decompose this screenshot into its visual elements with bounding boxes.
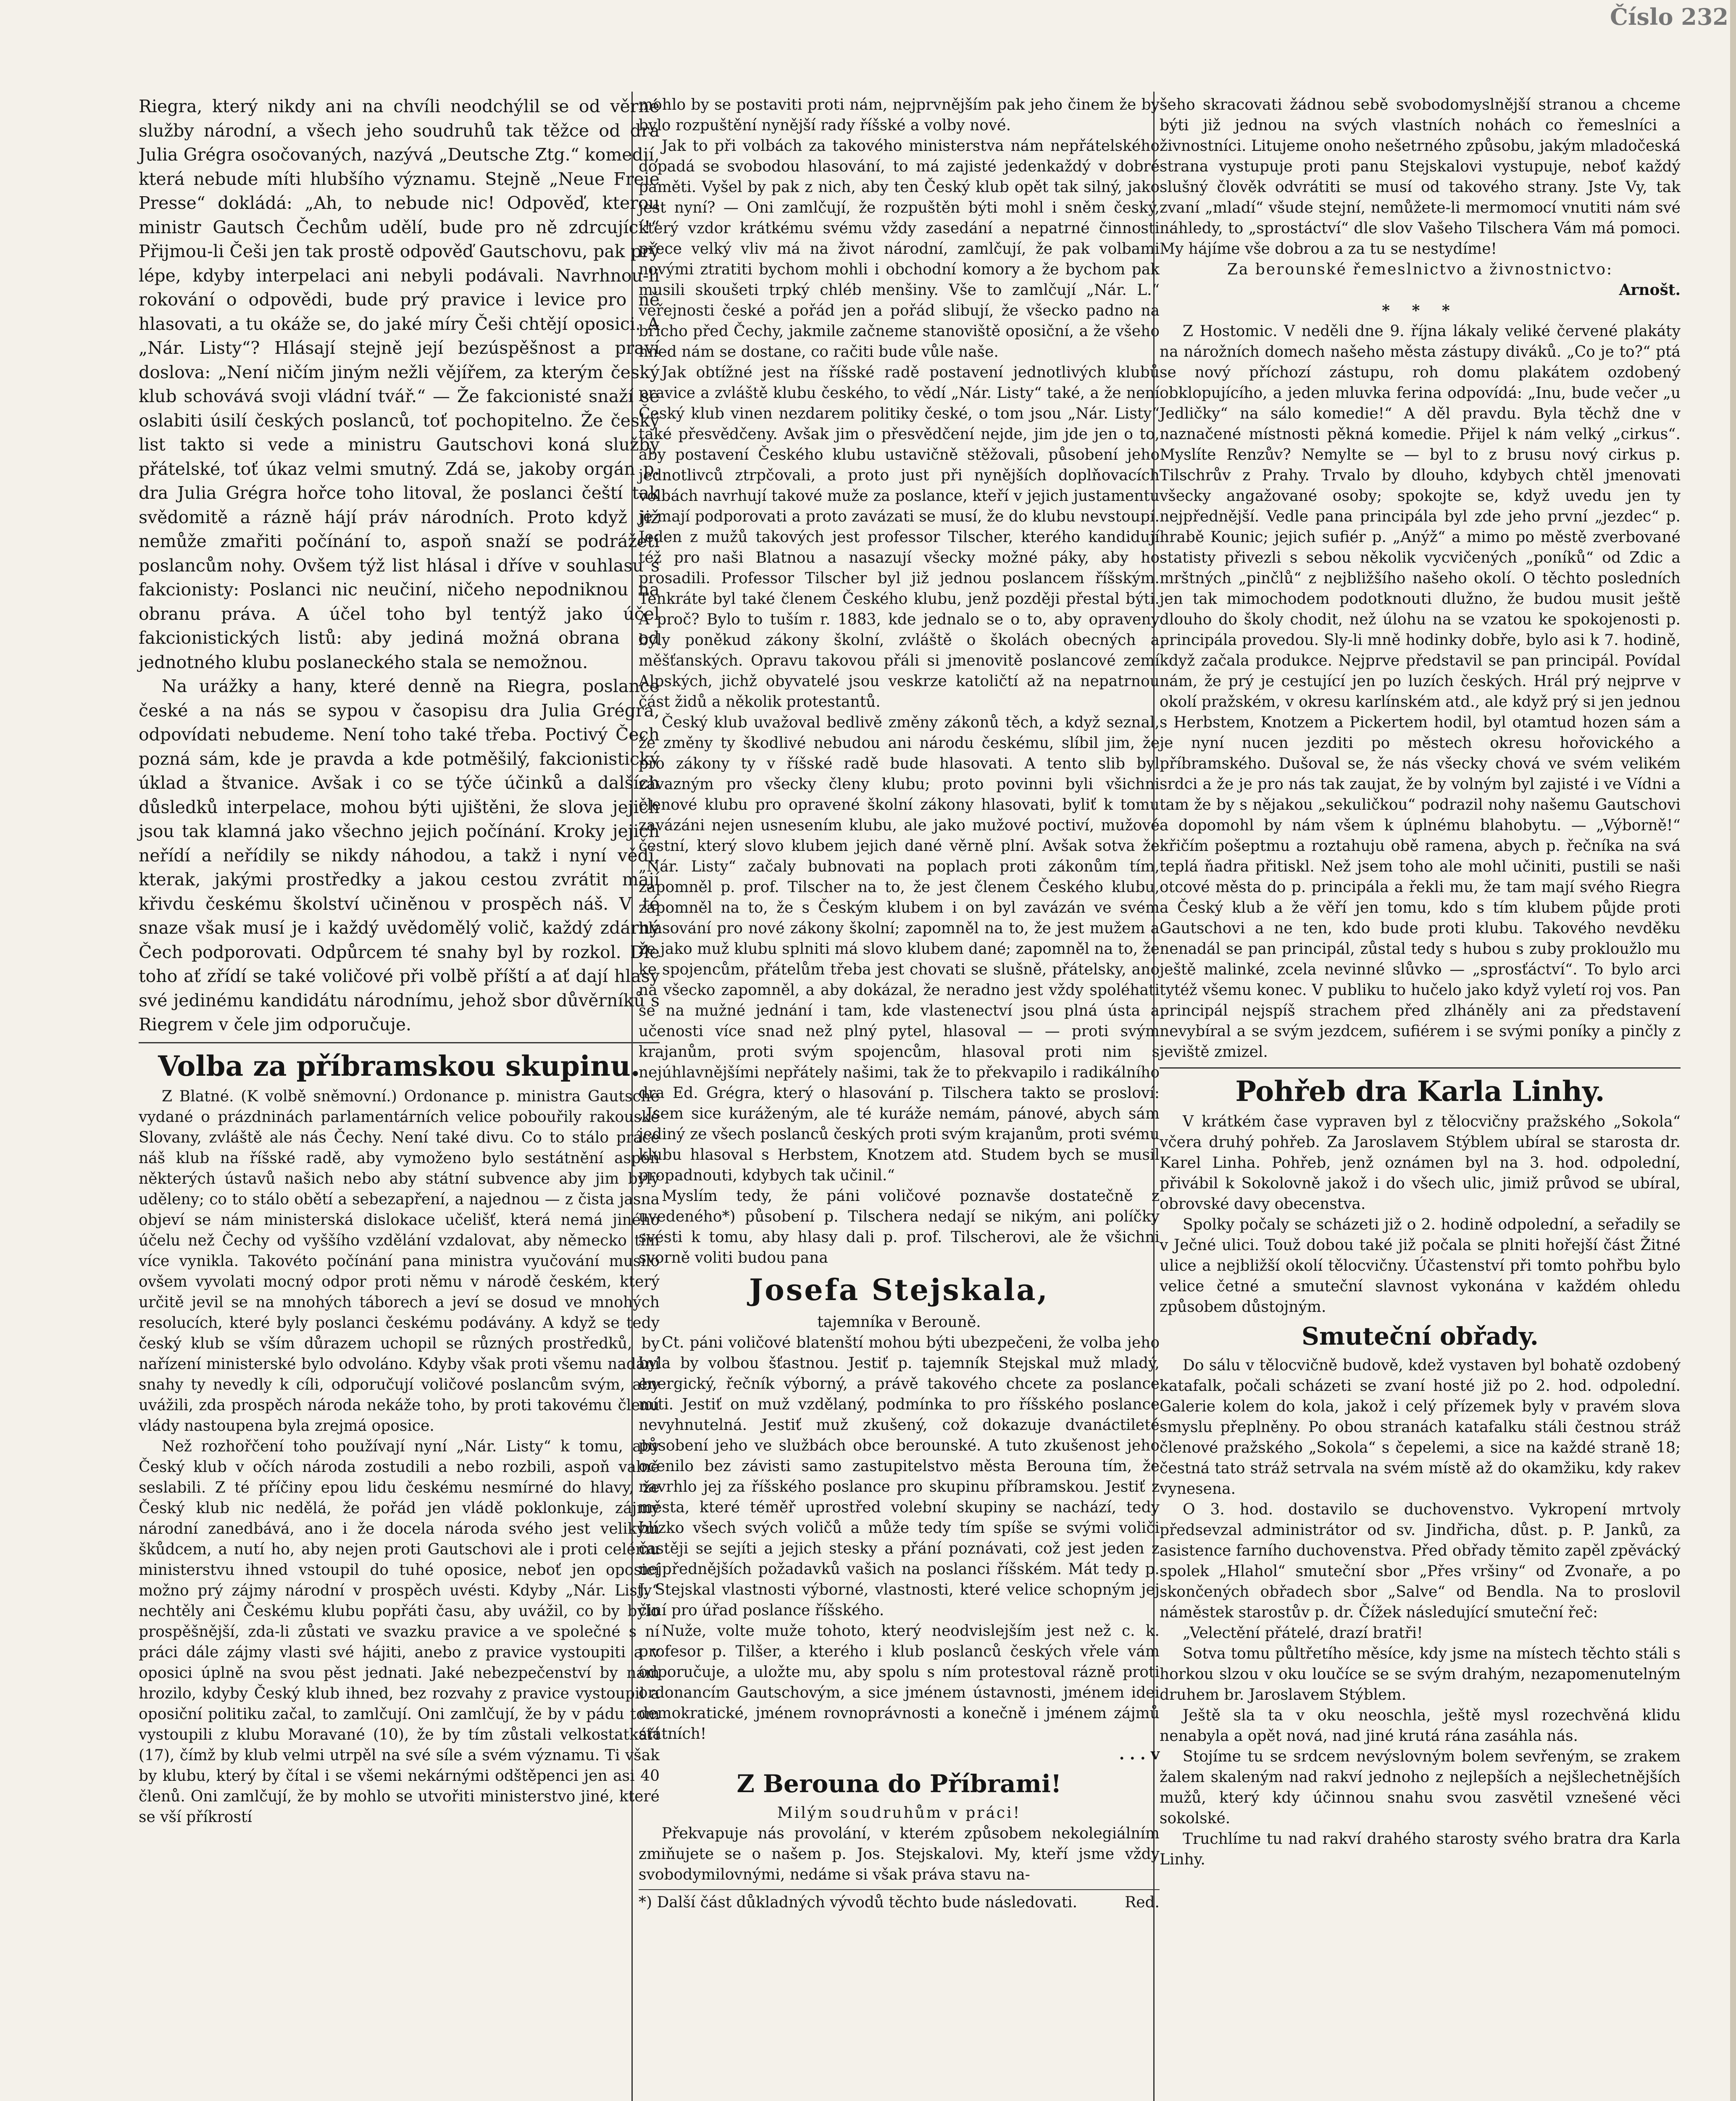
article-paragraph: Z Hostomic. V neděli dne 9. října lákaly veliké červené plakáty na nárožních domech našeho města zástupy diváků. „Co je to?“ ptá se nový příchozí zástupu, roh domu plakátem ozdobený obklopujícího, a jeden mluvka ferina odpovídá: „Inu, bude večer „u Jedličky“ na sálo komedie!“ A děl pravdu. Byla těchž dne v naznačené místnosti pěkná komedie. Přijel k nám velký „cirkus“. Myslíte Renzův? Nemylte se — byl to z brusu nový cirkus p. Tilschrův z Prahy. Trvalo by dlouho, kdybych chtěl jmenovati všecky angažované osoby; spokojte se, když uvedu jen ty nejpřednější. Vedle pana principála byl zde jeho první „jezdec“ p. hrabě Kounic; jejich sufiér p. „Anýž“ a mimo po městě zverbované statisty přivezli s sebou několik vycvičených „poníků“ od Zdic a mrštných „pinčlů“ z nejbližšího našeho okolí. O těchto posledních jen tak mimochodem podotknouti dlužno, že budou musit ještě dlouho do školy chodit, než úlohu na se vzatou ke spokojenosti p. principála provedou. Sly-li mně hodinky dobře, bylo asi k 7. hodině, když začala produkce. Nejprve představil se pan principál. Povídal nám, že prý je cestující jen po luzích českých. Hrál prý nejprve v okolí pražském, v okresu karlínském atd., ale když prý si jen jednou s Herbstem, Knotzem a Pickertem hodil, byl otamtud hozen sám a je nyní nucen jezditi po městech okresu hořovického a příbramského. Dušoval se, že nás všecky chová ve svém velikém srdci a že je pro nás tak zaujat, že by volným byl zajisté i ve Vídni a tam že by s nějakou „sekuličkou“ podrazil nohy našemu Gautschovi a dopomohl by nám všem k úplnému blahobytu. — „Výborně!“ křičím pošeptmu a roztahuju obě ramena, abych p. řečníka na svá teplá ňadra přitiskl. Než jsem toho ale mohl učiniti, pustili se naši otcové města do p. principála a řekli mu, že tam mají svého Riegra a Český klub a že věří jen tomu, kdo s tím klubem půjde proti Gautschovi a ne ten, kdo bude proti klubu. Takového nevděku nenadál se pan principál, zůstal tedy s hubou s zuby prokloužlo mu ještě malinké, zcela nevinné slůvko — „sprosťáctví“. To bylo arci tytéž všemu konec. V publiku to hučelo jako když vyletí roj vos. Pan principál nejspíš strachem před zlháněly ani za představení nevybíral a se svým jezdcem, sufiérem i se svými poníky a pinčly z jeviště zmizel. [1160,323,1681,1061]
article-paragraph: V krátkém čase vypraven byl z tělocvičny pražského „Sokola“ včera druhý pohřeb. Za Jaroslavem Stýblem ubíral se starosta dr. Karel Linha. Pohřeb, jenž oznámen byl na 3. hod. odpolední, přivábil k Sokolovně jakož i do všech ulic, jimiž průvod se ubíral, obrovské davy obecenstva. [1160,1113,1681,1213]
footnote-text: *) Další část důkladných vývodů těchto bude následovati. [639,1894,1078,1911]
article-paragraph: Překvapuje nás provolání, v kterém způsobem nekolegiálním zmiňujete se o našem p. Jos. Stejskalovi. My, kteří jsme vždy svobodymilovnými, nedáme si však práva stavu na- [639,1825,1160,1883]
article-paragraph: „Velectění přátelé, drazí bratři! [1183,1624,1423,1642]
article-paragraph: Ještě sla ta v oku neoschla, ještě mysl rozechvěná klidu nenabyla a opět nová, nad jiné krutá rána zasáhla nás. [1160,1707,1681,1745]
article-headline: Volba za příbramskou skupinu. [158,1049,640,1082]
corner-page-number: Číslo 232 [1610,3,1728,30]
article-paragraph: Do sálu v tělocvičně budově, kdež vystaven byl bohatě ozdobený katafalk, počali scházeti se zvaní hosté již po 2. hod. odpolední. Galerie kolem do kola, jakož i celý přízemek byly v pravém slova smyslu přeplněny. Po obou stranách katafalku stáli čestnou stráž členové pražského „Sokola“ s čepelemi, a sice na každé straně 18; čestná tato stráž setrvala na svém místě až do okamžiku, kdy rakev vynesena. [1160,1357,1681,1498]
article-paragraph: Ct. páni voličové blatenští mohou býti ubezpečeni, že volba jeho bylа by volbou šťastnou. Jestiť p. tajemník Stejskal muž mladý, energický, řečník výborný, a právě takového chcete za poslance míti. Jestiť on muž vzdělaný, podmínka to pro říšského poslance nevyhnutelná. Jestiť muž zkušený, což dokazuje dvanáctileté působení jeho ve službách obce berounské. A tuto zkušenost jeho ocenilo bez závisti samo zastupitelstvo města Berouna tím, že navrhlo jej za říšského poslance pro skupinu příbramskou. Jestiť z města, které téměř uprostřed volební skupiny se nachází, tedy blízko všech svých voličů a může tedy tím spíše se svými voliči častěji se sejíti a jejich stesky a přání poznávati, což jest jeden z nejpřednějších požadavků vašich na poslanci říšském. Mát tedy p. J. Stejskal vlastnosti výborné, vlastnosti, které velice schopným jej činí pro úřad poslance říšského. [639,1334,1160,1619]
separator-dots: . . . v [1119,1746,1160,1763]
candidate-name: Josefa Stejskala, [749,1272,1049,1307]
article-headline: Pohřeb dra Karla Linhy. [1235,1075,1605,1108]
article-headline: Z Berouna do Příbrami! [736,1769,1062,1798]
section-divider [1160,1067,1681,1069]
article-paragraph: Truchlíme tu nad rakví drahého starosty svého bratra dra Karla Linhy. [1160,1830,1681,1868]
article-paragraph: mohlo by se postaviti proti nám, nejprvnějším pak jeho činem že by bylo rozpuštění nynější rady říšské a volby nové. [639,96,1160,134]
section-divider [139,1042,660,1043]
signature-name: Arnošt. [1619,281,1681,299]
separator-dots: * * * [1382,302,1458,319]
article-paragraph: Spolky počaly se scházeti již o 2. hodině odpolední, a seřadily se v Ječné ulici. Touž dobou také již počala se plniti hořejší část Žitné ulice a nejbližší okolí tělocvičny. Účastenství při tomto pohřbu bylo velice četné a smuteční slavnost vykonána v každém ohledu způsobem důstojným. [1160,1216,1681,1316]
article-paragraph: Než rozhořčení toho používají nyní „Nár. Listy“ k tomu, aby Český klub v očích národa zostudili a nebo rozbili, aspoň valně seslabili. Z té příčiny epou lidu českému nesmírné do hlavy, že Český klub nic nedělá, že pořád jen vládě poklonkuje, zájmy národní zanedbává, ano i že docela národa svého jest velikým škůdcem, a nutí ho, aby nejen proti Gautschovi ale i proti celému ministerstvu ihned vstoupil do tuhé oposice, neboť jen oposicí možno prý zájmy národní v prospěch uvésti. Kdyby „Nár. Listy“ nechtěly ani Českému klubu popřáti času, aby uvážil, co by bylo prospěšnější, zda-li zůstati ve svazku pravice a ve společné s ní práci dále zájmy vlasti své hájiti, anebo z pravice vystoupiti a v oposici úplně na svou pěst jednati. Jaké nebezpečenství by nám hrozilo, kdyby Český klub ihned, bez rozvahy z pravice vystoupil a oposiční politiku začal, to zamlčují. Oni zamlčují, že by v pádu tom vystoupili z klubu Moravané (10), že by tím zůstali velkostatkáři (17), čímž by klub velmi utrpěl na své síle a svém významu. Ti však by klubu, který by čítal i se všemi nekárnými odštěpenci jen asi 40 členů. Oni zamlčují, že by mohlo se utvořiti ministerstvo jiné, které se vší příkrostí [139,1438,660,1826]
column-middle [639,95,1160,1913]
article-paragraph: Z Blatné. (K volbě sněmovní.) Ordonance p. ministra Gautsche vydané o prázdninách parlamentárních velice pobouřily rakouské Slovany, zvláště ale nás Čechy. Není také divu. Co to stálo práce náš klub na říšské radě, aby vymoženo bylo sestátnění aspoň některých ústavů našich nebo aby státní subvence aby jim byly uděleny; co to stálo obětí a sebezapření, a najednou — z čista jasna objeví se nám ministerská dislokace učelišť, která nemá jiného účelu než Čechy od vyššího vzdělání vzdalovat, aby německo tím více vynikla. Takovéto počínání pana ministra vyučování musilo ovšem vyvolati mocný odpor proti němu v národě českém, který určitě jevil se na mnohých táborech a jeví se dosud ve mnohých resolucích, které byly poslanci českému podávány. A když se tedy český klub se vším důrazem uchopil se různých prostředků, by nařízení ministerské bylo odvoláno. Kdyby však proti všemu nadání snahy ty nevedly k cíli, odporučují voličové poslancům svým, aby uvážili, zda prospěch národa nekáže toho, by proti takovému členu vlády nastoupena byla zrejmá oposice. [139,1087,660,1435]
signature-line: Za berounské řemeslnictvo a živnostnictvo: [1227,261,1613,278]
column-right [1160,95,1681,1870]
article-paragraph: Český klub uvažoval bedlivě změny zákonů těch, a když seznal, že změny ty škodlivé nebudou ani národu českému, slíbil jim, že pro zákony ty v říšské radě bude hlasovati. A tento slib byl závazným pro všecky členy klubu; proto povinni byli všichni členové klubu pro opravené školní zákony hlasovati, byliť k tomu zavázáni nejen usnesením klubu, ale jako mužové poctiví, mužové čestní, který slovo klubem jejich dané věrně plní. Avšak sotva že „Nár. Listy“ začaly bubnovati na poplach proti zákonům tím, zapomněl p. prof. Tilscher na to, že jest členem Českého klubu, zapomněl na to, že s Českým klubem i on byl zavázán ve svém hlasování pro nové zákony školní; zapomněl na to, že jest mužem a že jako muž klubu splniti má slovo klubem dané; zapomněl na to, že ke spojencům, přátelům třeba jest chovati se slušně, přátelsky, ano na všecko zapomněl, a aby dokázal, že neradno jest vždy spoléhati se na mužné jednání i tam, kde vlastenectví jsou plná ústa a učenosti více snad než plný pytel, hlasoval — — proti svým krajanům, proti svým spojencům, hlasoval proti nim s nejúhlavnějšími nepřátely našimi, tak že to překvapilo i radikálního dra Ed. Grégra, který o hlasování p. Tilschera takto se prosloví: „Jsem sice kuráženým, ale té kuráže nemám, pánové, abych sám jediný ze všech poslanců českých proti svým krajanům, proti svému klubu hlasoval s Herbstem, Knotzem atd. Studem bych se musil propadnouti, kdybych tak učinil.“ [639,714,1160,1184]
article-paragraph: Stojíme tu se srdcem nevýslovným bolem sevřeným, se zrakem žalem skaleným nad rakví jednoho z nejlepších a nejšlechetnějších mužů, který kdy účinnou snahu svou zasvětil vznešené věci sokolské. [1160,1748,1681,1827]
article-paragraph: Sotva tomu půltřetího měsíce, kdy jsme na místech těchto stáli s horkou slzou v oku loučíce se se svým drahým, nezapomenutelným druhem br. Jaroslavem Stýblem. [1160,1645,1681,1703]
article-paragraph: Myslím tedy, že páni voličové poznavše dostatečně z uvedeného*) působení p. Tilschera nedají se nikým, ani políčky svésti k tomu, aby hlasy dali p. prof. Tilscherovi, ale že všichni svorně voliti budou pana [639,1187,1160,1266]
article-paragraph: Riegra, který nikdy ani na chvíli neodchýlil se od věrné služby národní, a všech jeho soudruhů tak těžce od dra Julia Grégra osočovaných, nazývá „Deutsche Ztg.“ komedií, která nebude míti hlubšího významu. Stejně „Neue Freie Presse“ dokládá: „Ah, to nebude nic! Odpověď, kterou ministr Gautsch Čechům udělí, bude pro ně zdrcující!“ Přijmou-li Češi jen tak prostě odpověď Gautschovu, pak prý lépe, kdyby interpelaci ani nebyli podávali. Navrhnou-li rokování o odpovědi, bude prý pravice i levice pro ně hlasovati, a tu okáže se, do jaké míry Češi chtějí oposici. A „Nár. Listy“? Hlásají stejně její bezúspěšnost a praví doslova: „Není ničím jiným nežli vějířem, za kterým český klub schovává svoji vládní tvář.“ — Že fakcionisté snaží se oslabiti úsilí českých poslanců, toť pochopitelno. Že český list takto si vede a ministru Gautschovi koná služby přátelské, toť úkaz velmi smutný. Zdá se, jakoby orgán p. dra Julia Grégra hořce toho litoval, že poslanci čeští tak svědomitě a rázně hájí práv národních. Proto když již nemůže zmařiti počínání to, aspoň snaží se podrážeti poslancům nohy. Ovšem týž list hlásal i dříve v souhlasu s fakcionisty: Poslanci nic neučiní, ničeho nepodniknou na obranu práva. A účel toho byl tentýž jako účel fakcionistických listů: aby jediná možná obrana od jednotného klubu poslaneckého stala se nemožnou. [139,96,660,672]
column-left [139,95,660,1827]
article-paragraph: Jak obtížné jest na říšské radě postavení jednotlivých klubů pravice a zvláště klubu českého, to vědí „Nár. Listy“ také, a že není Český klub vinen nezdarem politiky české, o tom jsou „Nár. Listy“ také přesvědčeny. Avšak jim o přesvědčení nejde, jim jde jen o to, aby postavení Českého klubu ustavičně stěžovali, působení jeho jednotlivců ztrpčovali, a proto just při nynějších doplňovacích volbách navrhují takové muže za poslance, kteří v jejich justamentu je mají podporovati a proto zavázati se musí, že do klubu nevstoupí. Jeden z mužů takových jest professor Tilscher, kterého kandidují též pro naši Blatnou a nasazují všecky možné páky, aby ho prosadili. Professor Tilscher byl již jednou poslancem říšským. Tenkráte byl také členem Českého klubu, jenž později přestal býti. A proč? Bylo to tuším r. 1883, kde jednalo se o to, aby opraveny byly poněkud zákony školní, zvláště o školách obecných a měšťanských. Opravu takovou přáli si jmenovitě poslancové zemí Alpských, jichž obyvatelé jsou veskrze katoličtí až na nepatrnou část židů a několik protestantů. [639,364,1160,711]
candidate-title: tajemníka v Berouně. [817,1314,981,1331]
page-edge [1730,0,1736,2101]
article-paragraph: O 3. hod. dostavilo se duchovenstvo. Vykropení mrtvoly předsevzal administrátor od sv. Jindřicha, důst. p. P. Janků, za asistence farního duchovenstva. Před obřady těmito zapěl zpěvácký spolek „Hlahol“ smuteční sbor „Přes vršiny“ od Zvonaře, a po skončených obřadech sbor „Salve“ od Bendla. Na to proslovil náměstek starostův p. dr. Čížek následující smuteční řeč: [1160,1501,1681,1621]
article-subheadline: Milým soudruhům v práci! [777,1804,1021,1822]
article-subheadline: Smuteční obřady. [1302,1322,1539,1351]
footnote-signature: Red. [1125,1894,1160,1911]
footnote [639,1889,1160,1913]
article-paragraph: Nuže, volte muže tohoto, který neodvislejším jest než c. k. profesor p. Tilšer, a kterého i klub poslanců českých vřele vám odporučuje, a uložte mu, aby spolu s ním protestoval rázně proti ordonancím Gautschovým, a sice jménem ústavnosti, jménem idei demokratické, jménem rovnoprávnosti a konečně i jménem zájmů státních! [639,1622,1160,1743]
article-paragraph: Jak to při volbách za takového ministerstva nám nepřátelského dopadá se svobodou hlasování, to má zajisté jedenkaždý v dobré paměti. Vyšel by pak z nich, aby ten Český klub opět tak silný, jako jest nyní? — Oni zamlčují, že rozpuštěn býti mohl i sněm český, který vzdor krátkému svému vždy zasedání a nepatrné činnosti přece velký vliv má na život národní, zamlčují, že pak volbami novými ztratiti bychom mohli i obchodní komory a že bychom pak musili skoušeti trpký chléb menšiny. Vše to zamlčují „Nár. L.“ veřejnosti české a pořád jen a pořád slibují, že všecko padno na břicho před Čechy, jakmile začneme stanoviště oposiční, a že všeho hned nám se dostane, co račiti bude vůle naše. [639,137,1160,361]
article-paragraph: šeho skracovati žádnou sebě svobodomyslnější stranou a chceme býti již jednou na svých vlastních nohách co řemeslníci a živnostníci. Litujeme onoho nešetrného způsobu, jakým mladočeská strana vystupuje proti panu Stejskalovi vystupuje, neboť každý slušný člověk odvrátiti se musí od takového strany. Jste Vy, tak zvaní „mladí“ všude stejní, nemůžete-li mermomocí vnutiti nám své náhledy, to „sprostáctví“ dle slov Vašeho Tilschera Vám má pomoci. My hájíme vše dobrou a za tu se nestydíme! [1160,96,1681,258]
article-paragraph: Na urážky a hany, které denně na Riegra, poslance české a na nás se sypou v časopisu dra Julia Grégra, odpovídati nebudeme. Není toho také třeba. Poctivý Čech pozná sám, kde je pravda a kde potměšilý, fakcionistický úklad a štvanice. Avšak i co se týče účinků a dalších důsledků interpelace, mohou býti ujištěni, že slova jejich jsou tak klamná jako všechno jejich počínání. Kroky jejich neřídí a neřídily se nikdy náhodou, a takž i nyní vědí, kterak, jakými prostředky a jakou cestou zvrátit mají křivdu českému školství učiněnou v prospěch náš. V té snaze však musí je i každý uvědomělý volič, každý zdárný Čech podporovati. Odpůrcem té snahy byl by rozkol. Dle toho ať zřídí se také voličové při volbě příští a ať dají hlasy své jedinému kandidátu národnímu, jehož sbor důvěrníků s Riegrem v čele jim odporučuje. [139,676,660,1035]
